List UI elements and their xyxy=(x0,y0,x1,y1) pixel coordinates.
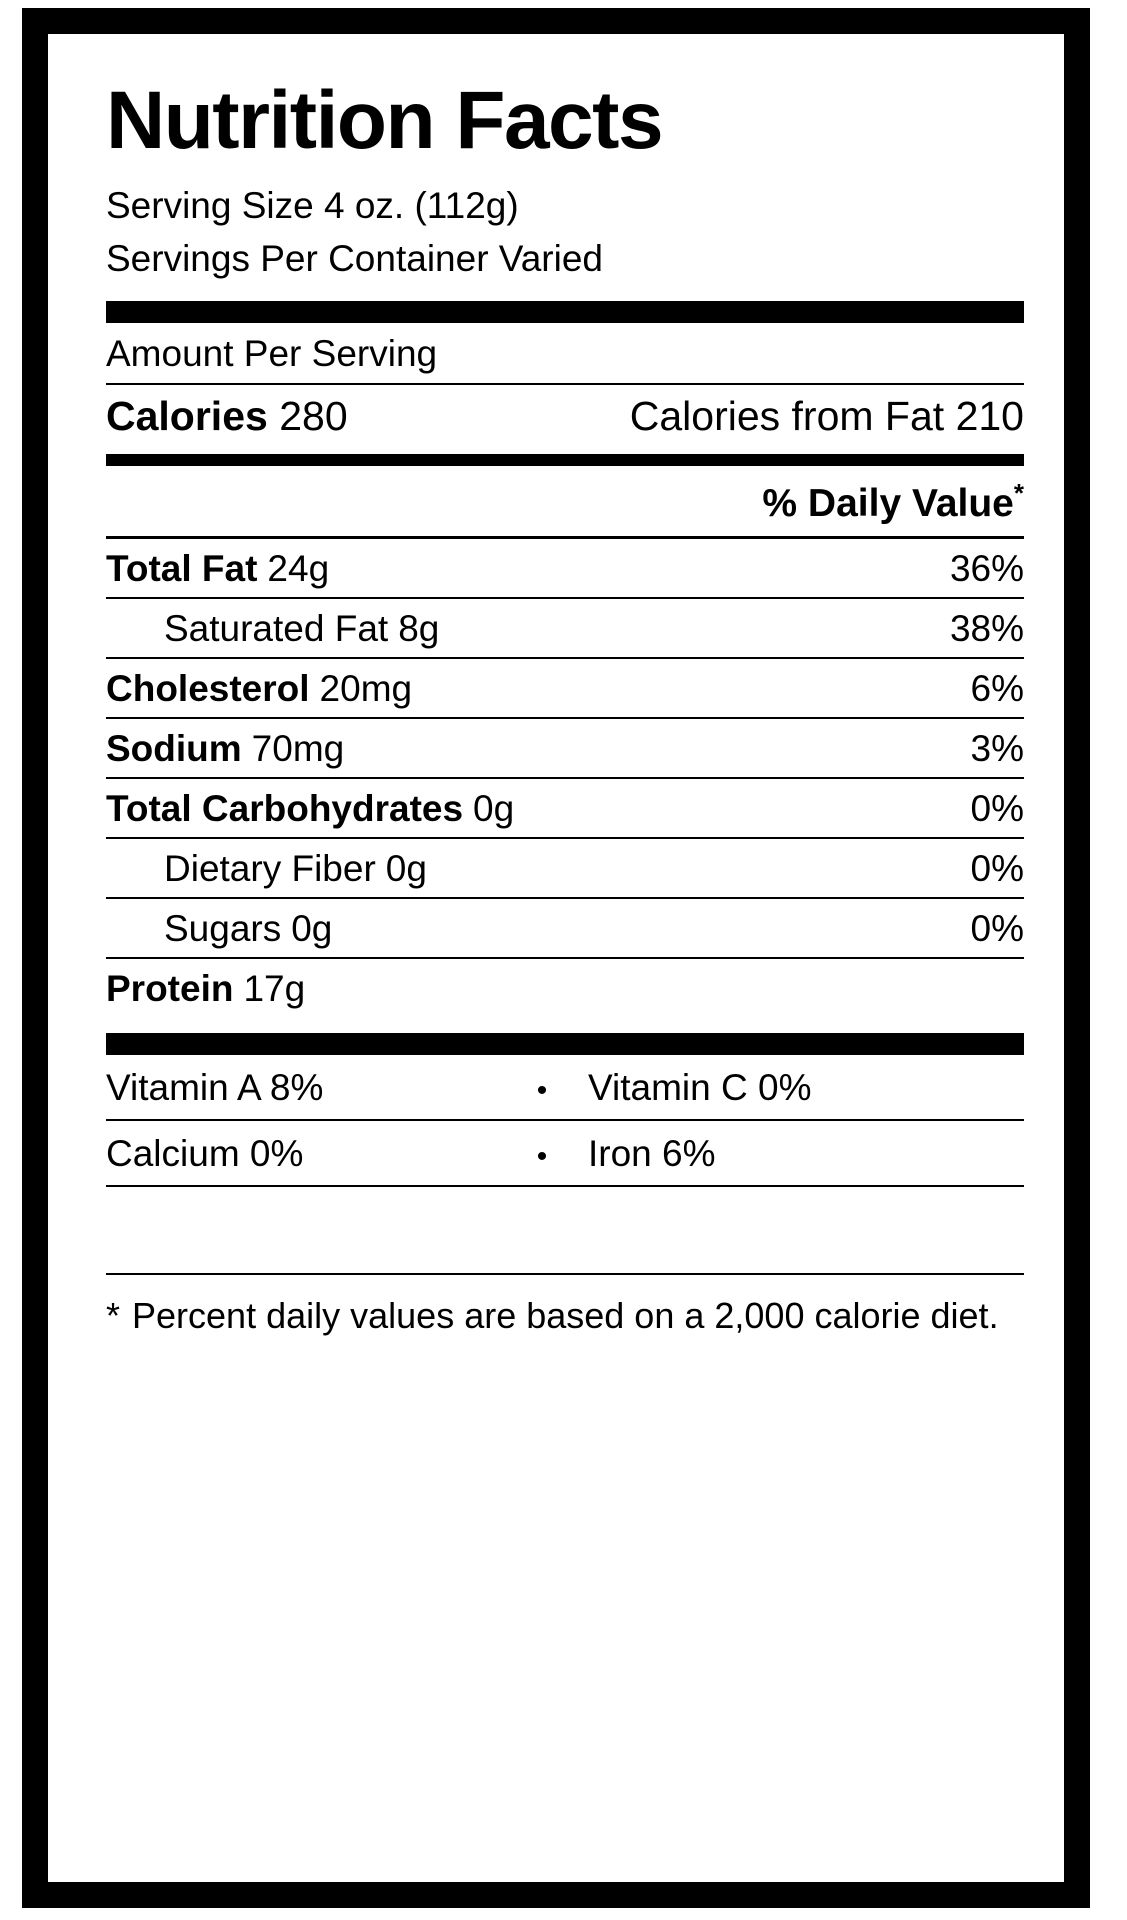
calories-row xyxy=(106,385,1024,448)
nutrient-amount: 8g xyxy=(398,608,440,650)
nutrient-row-dietary-fiber xyxy=(106,839,1024,897)
daily-value-header xyxy=(106,466,1024,536)
vitamin-c-name: Vitamin C xyxy=(588,1067,748,1109)
blank-spacer xyxy=(106,1187,1024,1273)
vitamin-a-name: Vitamin A xyxy=(106,1067,260,1109)
nutrient-row-saturated-fat xyxy=(106,599,1024,657)
calcium-name: Calcium xyxy=(106,1133,240,1175)
nutrient-name: Sodium xyxy=(106,728,242,770)
amount-per-serving-label: Amount Per Serving xyxy=(106,333,438,375)
daily-value-asterisk: * xyxy=(1013,478,1024,509)
nutrient-name: Protein xyxy=(106,968,234,1010)
calcium-value: 0% xyxy=(249,1133,304,1175)
vitamin-a-value: 8% xyxy=(269,1067,324,1109)
footnote xyxy=(106,1275,1024,1339)
calories-value: 280 xyxy=(279,393,348,440)
iron-name: Iron xyxy=(588,1133,652,1175)
nutrient-amount: 0g xyxy=(291,908,333,950)
nutrient-dv: 36% xyxy=(949,548,1024,590)
servings-per-container-text: Servings Per Container Varied xyxy=(106,237,604,279)
nutrient-dv: 0% xyxy=(970,908,1024,950)
footnote-asterisk: * xyxy=(106,1295,121,1337)
daily-value-text: % Daily Value xyxy=(762,482,1014,526)
calcium-group xyxy=(106,1133,496,1175)
nutrient-amount: 0g xyxy=(473,788,515,830)
nutrient-dv: 0% xyxy=(970,848,1024,890)
nutrient-row-protein xyxy=(106,959,1024,1017)
divider-thick-top xyxy=(106,301,1024,323)
bullet-separator-icon: • xyxy=(536,1074,548,1108)
nutrient-name: Sugars xyxy=(164,908,282,950)
calories-from-fat-label: Calories from Fat xyxy=(629,393,945,440)
vitamin-c-value: 0% xyxy=(758,1067,812,1109)
nutrient-dv: 0% xyxy=(970,788,1024,830)
nutrient-name: Saturated Fat xyxy=(164,608,389,650)
nutrient-amount: 70mg xyxy=(251,728,345,770)
calories-from-fat-group xyxy=(630,393,1024,440)
iron-group xyxy=(588,1133,1024,1175)
label-content xyxy=(106,75,1024,1862)
bullet-separator-icon: • xyxy=(536,1140,548,1174)
divider-thick-bottom xyxy=(106,1033,1024,1055)
nutrient-name: Cholesterol xyxy=(106,668,310,710)
nutrient-dv: 3% xyxy=(970,728,1024,770)
vitamin-row-1 xyxy=(106,1055,1024,1119)
nutrient-amount: 0g xyxy=(385,848,427,890)
nutrient-amount: 17g xyxy=(243,968,306,1010)
footnote-text: Percent daily values are based on a 2,000 calorie diet. xyxy=(132,1295,999,1337)
vitamin-a-group xyxy=(106,1067,496,1109)
divider-thick-2 xyxy=(106,454,1024,466)
nutrient-row-sodium xyxy=(106,719,1024,777)
nutrient-amount: 20mg xyxy=(319,668,413,710)
iron-value: 6% xyxy=(662,1133,716,1175)
page-title: Nutrition Facts xyxy=(106,75,663,166)
nutrient-row-sugars xyxy=(106,899,1024,957)
nutrient-row-total-carbohydrates xyxy=(106,779,1024,837)
nutrient-name: Total Carbohydrates xyxy=(106,788,464,830)
nutrient-row-total-fat xyxy=(106,539,1024,597)
nutrient-dv: 6% xyxy=(970,668,1024,710)
calories-from-fat-value: 210 xyxy=(955,393,1024,440)
calories-left xyxy=(106,393,348,440)
nutrient-name: Total Fat xyxy=(106,548,258,590)
calories-label: Calories xyxy=(106,393,268,440)
nutrient-amount: 24g xyxy=(267,548,330,590)
vitamin-row-2 xyxy=(106,1121,1024,1185)
nutrient-row-cholesterol xyxy=(106,659,1024,717)
nutrient-name: Dietary Fiber xyxy=(164,848,376,890)
nutrient-dv: 38% xyxy=(949,608,1024,650)
vitamin-c-group xyxy=(588,1067,1024,1109)
serving-size-text: Serving Size 4 oz. (112g) xyxy=(106,185,519,226)
nutrition-facts-label xyxy=(22,8,1090,1908)
